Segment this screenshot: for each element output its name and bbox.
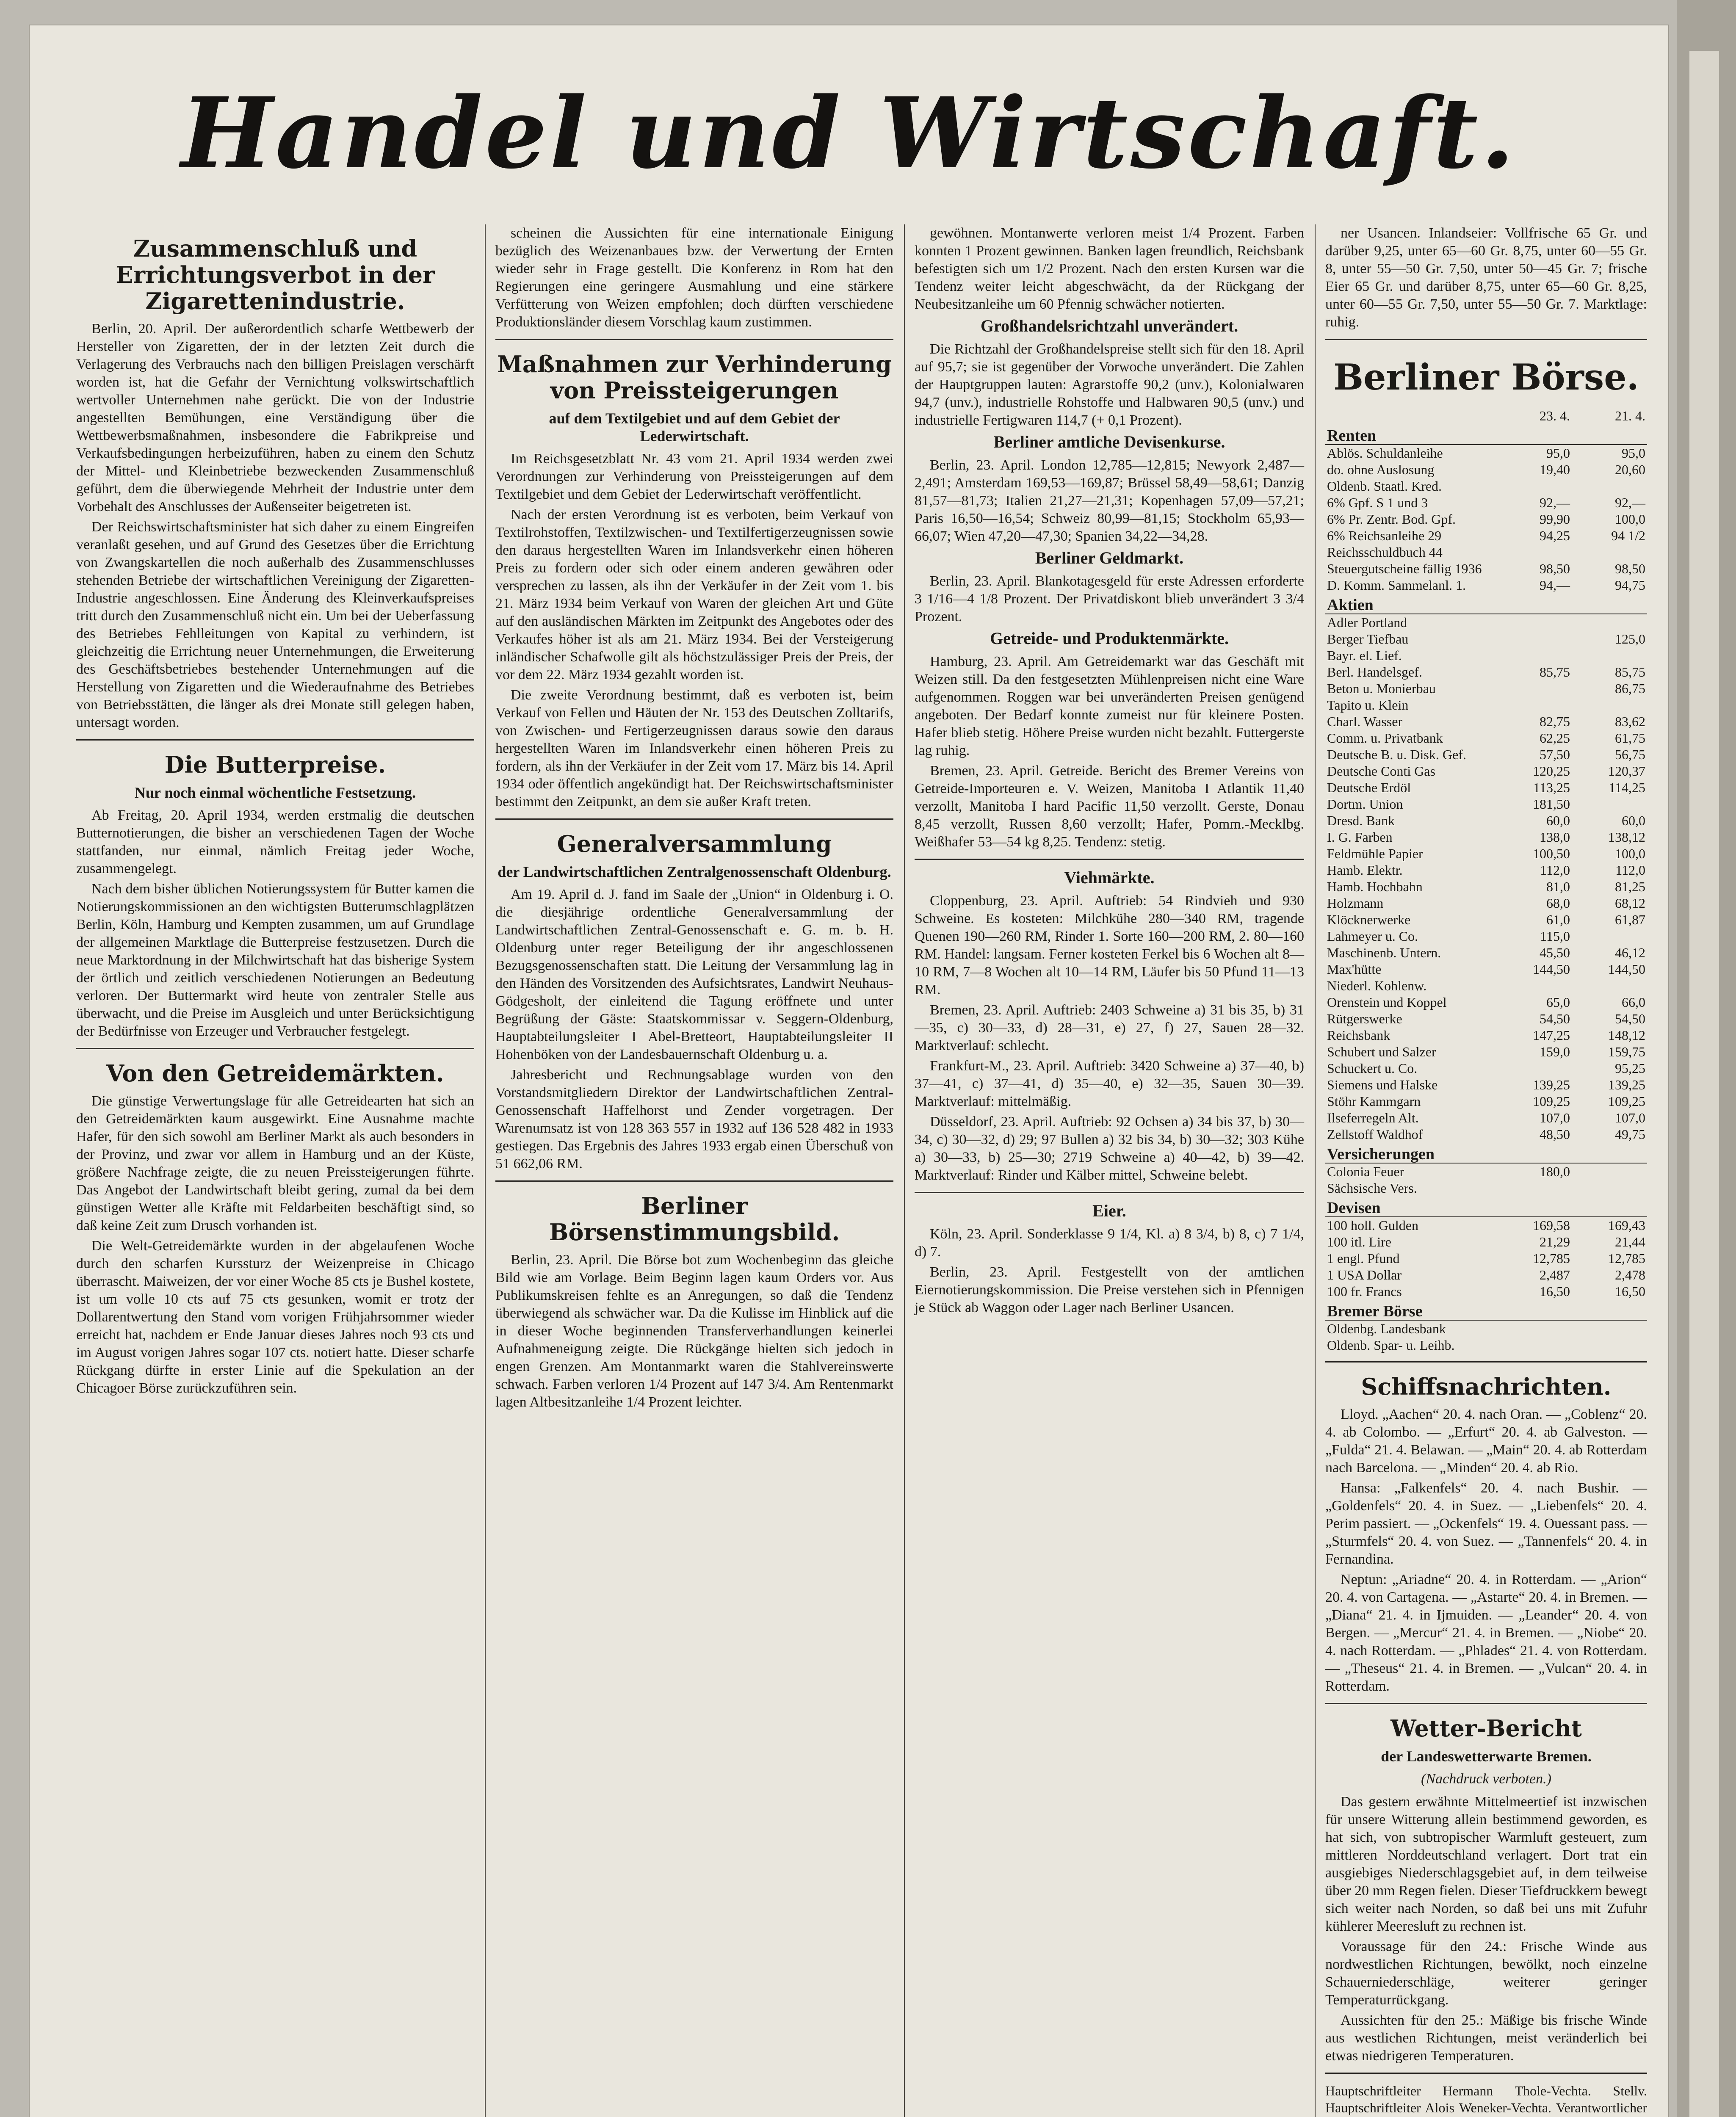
stock-price: 85,75 <box>1540 664 1570 680</box>
stock-row <box>1325 813 1647 829</box>
date-column-b: 21. 4. <box>1615 408 1645 423</box>
stock-price <box>1572 544 1647 561</box>
stock-price <box>1572 796 1647 813</box>
stock-price: 2,487 <box>1540 1267 1570 1282</box>
stock-price <box>1496 680 1572 697</box>
stock-price: 180,0 <box>1540 1164 1570 1179</box>
article-paragraph: Aussichten für den 25.: Mäßige bis frische Winde aus westlichen Richtungen, meist veränderlich bei etwas niedrigeren Temperaturen. <box>1325 2012 1647 2064</box>
stock-name: Schubert und Salzer <box>1327 1044 1436 1059</box>
stock-price <box>1496 631 1572 647</box>
stock-name: Ablös. Schuldanleihe <box>1327 445 1443 461</box>
stock-row <box>1325 1126 1647 1143</box>
article-paragraph: Im Reichsgesetzblatt Nr. 43 vom 21. April 1934 werden zwei Verordnungen zur Verhinderung von Preissteigerungen auf dem Textilgebiet und dem Gebiet der Lederwirtschaft veröffentlicht. <box>495 451 893 502</box>
stock-price: 94,75 <box>1615 578 1645 593</box>
article-title: Schiffsnachrichten. <box>1361 1373 1612 1400</box>
stock-price: 82,75 <box>1540 714 1570 729</box>
stock-price: 125,0 <box>1615 631 1645 647</box>
stock-price: 99,90 <box>1540 511 1570 527</box>
stock-price: 57,50 <box>1540 747 1570 762</box>
stock-name: Niederl. Kohlenw. <box>1327 978 1427 993</box>
stock-name: Sächsische Vers. <box>1327 1180 1417 1196</box>
stock-row <box>1325 561 1647 577</box>
article-paragraph: Ab Freitag, 20. April 1934, werden erstmalig die deutschen Butternotierungen, die bisher an verschiedenen Tagen der Woche stattfanden, nur einmal, nämlich Freitag jeder Woche, zusammengelegt. <box>76 807 474 876</box>
stock-name: Steuergutscheine fällig 1936 <box>1327 561 1482 576</box>
adjacent-page-edge <box>1677 0 1736 2117</box>
divider <box>1325 2073 1647 2074</box>
stock-row <box>1325 1267 1647 1283</box>
stock-price: 68,0 <box>1546 895 1570 911</box>
stock-name: 100 fr. Francs <box>1327 1284 1402 1299</box>
date-column-a: 23. 4. <box>1540 408 1570 423</box>
stock-price: 86,75 <box>1615 681 1645 696</box>
stock-price: 61,75 <box>1615 730 1645 746</box>
stock-price: 54,50 <box>1615 1011 1645 1026</box>
stock-name: Stöhr Kammgarn <box>1327 1094 1421 1109</box>
stock-row <box>1325 1011 1647 1027</box>
article-title: Maßnahmen zur Verhinderung von Preissteigerungen <box>497 351 892 404</box>
column-rule <box>485 224 486 2117</box>
article-subtitle: der Landwirtschaftlichen Zentralgenossenschaft Oldenburg. <box>498 863 891 880</box>
stock-name: 100 holl. Gulden <box>1327 1218 1418 1233</box>
divider <box>915 859 1304 860</box>
stock-price: 120,37 <box>1608 763 1645 779</box>
article-paragraph: Berlin, 23. April. London 12,785—12,815; Newyork 2,487—2,491; Amsterdam 169,53—169,87; Brüssel 58,49—58,61; Danzig 81,57—81,73; Italien 21,27—21,31; Kopenhagen 57,09—57,21; Paris 16,50—16,54; Schweiz 80,99—81,15; Stockholm 65,93—66,07; Wien 47,20—47,30; Spanien 34,22—34,28. <box>915 457 1304 544</box>
stock-price <box>1496 647 1572 664</box>
stock-price: 16,50 <box>1615 1284 1645 1299</box>
article-paragraph: Berlin, 20. April. Der außerordentlich scharfe Wettbewerb der Hersteller von Zigaretten, der in der letzten Zeit durch die Verlagerung des Verbrauchs nach den billigen Preislagen verschärft worden ist, hat die Gefahr der Vernichtung volkswirtschaftlich wertvoller Unternehmen nahe gerückt. Die von der Industrie angestellten Bemühungen, eine Verständigung über die Wettbewerbsmaßnahmen, insbesondere die Fabrikpreise und Verkaufsbedingungen herbeizuführen, haben zu einem den Schutz der Mittel- und Kleinbetriebe bezweckenden Zusammenschluß geführt, dem die überwiegende Mehrheit der Industrie unter dem Vorbehalt des Anschlusses der Außenseiter beigetreten ist. <box>76 321 474 514</box>
divider <box>76 1048 474 1049</box>
article-paragraph: Düsseldorf, 23. April. Auftrieb: 92 Ochsen a) 34 bis 37, b) 30—34, c) 30—32, d) 29; 97 Bullen a) 32 bis 34, b) 30—32; 303 Kühe a) 30—33, b) 25—30; 2719 Schweine a) 40—42, b) 39—42. Marktverlauf: Rinder und Kälber mittel, Schweine belebt. <box>915 1114 1304 1183</box>
stock-section-heading <box>1325 1197 1647 1217</box>
stock-row <box>1325 730 1647 746</box>
stock-price: 61,87 <box>1615 912 1645 927</box>
stock-price: 95,0 <box>1546 445 1570 461</box>
article-paragraph: Voraussage für den 24.: Frische Winde aus nordwestlichen Richtungen, bewölkt, noch einzelne Schauerniederschläge, weiterer geringer Temperaturrückgang. <box>1325 1939 1647 2008</box>
stock-row <box>1325 664 1647 680</box>
article-subtitle: Nur noch einmal wöchentliche Festsetzung. <box>134 784 416 801</box>
stock-name: Tapito u. Klein <box>1327 697 1409 713</box>
stock-price: 68,12 <box>1615 895 1645 911</box>
stock-name: Lahmeyer u. Co. <box>1327 929 1418 944</box>
stock-name: Max'hütte <box>1327 962 1382 977</box>
stock-price <box>1496 544 1572 561</box>
stock-name: Dortm. Union <box>1327 796 1403 812</box>
stock-name: Ilseferregeln Alt. <box>1327 1110 1419 1125</box>
article-subtitle: der Landeswetterwarte Bremen. <box>1381 1748 1592 1765</box>
column-2 <box>495 224 893 1414</box>
stock-price: 2,478 <box>1615 1267 1645 1282</box>
stock-row <box>1325 862 1647 879</box>
stock-name: Charl. Wasser <box>1327 714 1403 729</box>
divider <box>76 739 474 741</box>
stock-section-label: Devisen <box>1325 1197 1647 1217</box>
stock-row <box>1325 1320 1647 1337</box>
article-title: Eier. <box>1092 1201 1126 1220</box>
stock-row <box>1325 829 1647 846</box>
article-paragraph: Bremen, 23. April. Auftrieb: 2403 Schweine a) 31 bis 35, b) 31—35, c) 30—33, d) 28—31, e) 27, f) 27, Sauen 28—32. Marktverlauf: schlecht. <box>915 1002 1304 1053</box>
stock-row <box>1325 631 1647 647</box>
stock-price: 95,25 <box>1615 1061 1645 1076</box>
column-rule <box>904 224 905 2117</box>
stock-row <box>1325 614 1647 631</box>
stock-row <box>1325 846 1647 862</box>
article-paragraph: Berlin, 23. April. Festgestellt von der amtlichen Eiernotierungskommission. Die Preise verstehen sich in Pfennigen je Stück ab Waggon oder Lager nach Berliner Usancen. <box>915 1264 1304 1316</box>
divider <box>915 1192 1304 1193</box>
stock-price <box>1496 1060 1572 1077</box>
stock-price: 114,25 <box>1609 780 1645 795</box>
stock-section-label: Aktien <box>1325 594 1647 614</box>
column-1 <box>76 224 474 1400</box>
stock-name: Comm. u. Privatbank <box>1327 730 1443 746</box>
stock-price: 81,25 <box>1615 879 1645 894</box>
stock-price: 12,785 <box>1533 1251 1570 1266</box>
stock-price <box>1572 1163 1647 1180</box>
stock-name: I. G. Farben <box>1327 829 1393 845</box>
stock-name: Oldenb. Spar- u. Leihb. <box>1327 1338 1455 1353</box>
stock-name: Schuckert u. Co. <box>1327 1061 1418 1076</box>
stock-row <box>1325 1234 1647 1250</box>
divider <box>495 1180 893 1182</box>
divider <box>1325 339 1647 340</box>
stock-name: Berl. Handelsgef. <box>1327 664 1422 680</box>
stock-section-heading <box>1325 424 1647 445</box>
stock-row <box>1325 528 1647 544</box>
stock-price: 12,785 <box>1608 1251 1645 1266</box>
stock-price: 19,40 <box>1540 462 1570 477</box>
article-paragraph: Die zweite Verordnung bestimmt, daß es verboten ist, beim Verkauf von Fellen und Häuten der Nr. 153 des Deutschen Zolltarifs, von Zwischen- und Fertigerzeugnissen daraus sowie den daraus hergestellten Waren im Inlandsverkehr einen höheren Preis zu fordern, als ihn der Verkäufer in der Zeit vom 17. März bis 14. April 1934 oder öffentlich angekündigt hat. Der Reichswirtschaftsminister bestimmt den Zeitpunkt, an dem sie außer Kraft treten. <box>495 687 893 810</box>
stock-price: 109,25 <box>1533 1094 1570 1109</box>
stock-row <box>1325 713 1647 730</box>
stock-row <box>1325 1180 1647 1197</box>
stock-row <box>1325 1250 1647 1267</box>
stock-price: 138,12 <box>1608 829 1645 845</box>
stock-row <box>1325 1217 1647 1234</box>
stock-row <box>1325 912 1647 928</box>
article-paragraph: Hansa: „Falkenfels“ 20. 4. nach Bushir. — „Goldenfels“ 20. 4. in Suez. — „Liebenfels“ 20. 4. Perim passiert. — „Ockenfels“ 19. 4. Ouessant pass. — „Sturmfels“ 20. 4. von Suez. — „Tannenfels“ 20. 4. in Fernandina. <box>1325 1480 1647 1567</box>
stock-row <box>1325 746 1647 763</box>
stock-price: 60,0 <box>1622 813 1645 828</box>
stock-price: 65,0 <box>1546 995 1570 1010</box>
stock-price: 21,44 <box>1615 1234 1645 1249</box>
column-rule <box>1315 224 1316 2117</box>
stock-name: Siemens und Halske <box>1327 1077 1438 1092</box>
article-paragraph: Die Welt-Getreidemärkte wurden in der abgelaufenen Woche durch den scharfen Kurssturz der Weizenpreise in Chicago überrascht. Maiweizen, der vor einer Woche 85 cts je Bushel kostete, ist um volle 10 cts auf 75 cts gesunken, womit er trotz der Dollarentwertung den Stand vom vorigen Frühjahrsommer wieder erreicht hat, nachdem er Ende Januar dieses Jahres noch 93 cts und im August vorigen Jahres sogar 107 cts. notiert hatte. Dieser scharfe Rückgang dürfte in erster Linie auf die Spekulation an der Chicagoer Börse zurückzuführen sein. <box>76 1238 474 1396</box>
stock-price: 16,50 <box>1540 1284 1570 1299</box>
stock-price: 45,50 <box>1540 945 1570 960</box>
article-title: Berliner Börsenstimmungsbild. <box>549 1192 840 1246</box>
article-paragraph: gewöhnen. Montanwerte verloren meist 1/4 Prozent. Farben konnten 1 Prozent gewinnen. Banken lagen freundlich, Reichsbank befestigten sich um 1/2 Prozent. Nach den ersten Kursen war die Tendenz weiter leicht abgeschwächt, da der Rückgang der Neubesitzanleihe um 60 Pfennig schwächer notierten. <box>915 225 1304 312</box>
stock-price: 100,0 <box>1615 846 1645 861</box>
article-paragraph: Jahresbericht und Rechnungsablage wurden von den Vorstandsmitgliedern Direktor der Landwirtschaftlichen Zentral-Genossenschaft Haffelhorst und Zender vorgetragen. Der Warenumsatz ist von 128 363 557 in 1932 auf 136 528 482 in 1933 gestiegen. Das Ergebnis des Jahres 1933 ergab einen Überschuß von 51 662,06 RM. <box>495 1067 893 1172</box>
stock-price: 147,25 <box>1533 1028 1570 1043</box>
stock-row <box>1325 462 1647 478</box>
stock-price: 60,0 <box>1546 813 1570 828</box>
stock-price: 20,60 <box>1615 462 1645 477</box>
stock-price: 66,0 <box>1622 995 1645 1010</box>
stock-row <box>1325 961 1647 978</box>
stock-price: 115,0 <box>1540 929 1570 944</box>
stock-price: 169,58 <box>1533 1218 1570 1233</box>
stock-price: 92,— <box>1540 495 1570 510</box>
stock-price: 85,75 <box>1615 664 1645 680</box>
stock-name: Dresd. Bank <box>1327 813 1395 828</box>
stock-row <box>1325 1110 1647 1126</box>
stock-price <box>1572 1180 1647 1197</box>
stock-name: Oldenb. Staatl. Kred. <box>1327 478 1442 494</box>
stock-price <box>1496 1180 1572 1197</box>
stock-row <box>1325 647 1647 664</box>
stock-price <box>1572 614 1647 631</box>
stock-row <box>1325 478 1647 495</box>
stock-name: Oldenbg. Landesbank <box>1327 1321 1446 1336</box>
stock-row <box>1325 928 1647 945</box>
stock-row <box>1325 1027 1647 1044</box>
stock-row <box>1325 796 1647 813</box>
stock-name: Zellstoff Waldhof <box>1327 1127 1423 1142</box>
stock-name: Deutsche Conti Gas <box>1327 763 1435 779</box>
stock-price: 56,75 <box>1615 747 1645 762</box>
stock-row <box>1325 1093 1647 1110</box>
stock-row <box>1325 1337 1647 1354</box>
article-paragraph: Nach dem bisher üblichen Notierungssystem für Butter kamen die Notierungskommissionen an den wichtigsten Butterumschlagplätzen Berlin, Köln, Hamburg und Kempten zusammen, um auf Grundlage der allgemeinen Marktlage die Butterpreise festzusetzen. Durch die neue Marktordnung in der Milchwirtschaft hat das bisherige System der örtlich und zeitlich verschiedenen Notierungen an Bedeutung verloren. Der Buttermarkt wird heute von zentraler Stelle aus überwacht, und die Preise im Ausgleich und unter Berücksichtigung der Bedürfnisse von Erzeuger und Verbraucher festgelegt. <box>76 881 474 1039</box>
stock-section-heading <box>1325 1300 1647 1320</box>
stock-name: do. ohne Auslosung <box>1327 462 1435 477</box>
article-paragraph: scheinen die Aussichten für eine internationale Einigung bezüglich des Weizenanbaues bzw. der Verwertung der Ernten wieder sehr in Frage gestellt. Die Konferenz in Rom hat den Regierungen eine geringere Ausmahlung und eine stärkere Verfütterung von Weizen empfohlen; doch dürften verschiedene Produktionsländer diesem Vorschlag kaum zustimmen. <box>495 225 893 330</box>
article-title: Großhandelsrichtzahl unverändert. <box>980 316 1238 335</box>
newspaper-page <box>30 25 1668 2117</box>
stock-price: 148,12 <box>1608 1028 1645 1043</box>
article-paragraph: ner Usancen. Inlandseier: Vollfrische 65 Gr. und darüber 9,25, unter 65—60 Gr. 8,75, unter 60—55 Gr. 8, unter 55—50 Gr. 7,50, unter 50—45 Gr. 7; frische Eier 65 Gr. und darüber 8,75, unter 65—60 Gr. 8,25, unter 60—55 Gr. 7,50, unter 55—50 Gr. 7. Marktlage: ruhig. <box>1325 225 1647 330</box>
stock-price <box>1496 978 1572 994</box>
article-paragraph: Lloyd. „Aachen“ 20. 4. nach Oran. — „Coblenz“ 20. 4. ab Colombo. — „Erfurt“ 20. 4. ab Galveston. — „Fulda“ 21. 4. Belawan. — „Main“ 20. 4. ab Rotterdam nach Barcelona. — „Minden“ 20. 4. ab Rio. <box>1325 1407 1647 1476</box>
divider <box>1325 1703 1647 1704</box>
stock-name: Deutsche Erdöl <box>1327 780 1411 795</box>
stock-price: 159,0 <box>1540 1044 1570 1059</box>
article-title: Generalversammlung <box>557 830 832 857</box>
stock-price: 120,25 <box>1533 763 1570 779</box>
stock-row <box>1325 1283 1647 1300</box>
stock-name: Reichsschuldbuch 44 <box>1327 544 1443 560</box>
adjacent-page-strip <box>1689 51 1719 2117</box>
stock-row <box>1325 544 1647 561</box>
stock-section-heading <box>1325 1143 1647 1163</box>
stock-name: Colonia Feuer <box>1327 1164 1404 1179</box>
stock-row <box>1325 945 1647 961</box>
stock-name: Hamb. Hochbahn <box>1327 879 1423 894</box>
article-title: Zusammenschluß und Errichtungsverbot in der Zigarettenindustrie. <box>116 235 435 315</box>
stock-price: 144,50 <box>1608 962 1645 977</box>
stock-name: Beton u. Monierbau <box>1327 681 1436 696</box>
stock-section-label: Bremer Börse <box>1325 1300 1647 1320</box>
article-paragraph: Nach der ersten Verordnung ist es verboten, beim Verkauf von Textilrohstoffen, Textilzwischen- und Textilfertigerzeugnissen sowie den daraus hergestellten Waren im Inlandsverkehr einen höheren Preis zu fordern oder sich oder einem anderen gewähren oder versprechen zu lassen, als ihn der Verkäufer in der Zeit vom 1. bis 21. März 1934 beim Verkauf von Waren der gleichen Art und Güte auf den ausländischen Märkten im Zeitpunkt des Angebotes oder des Verkaufes höher ist als am 21. März 1934. Bei der Versteigerung inländischer Schafwolle gilt als höchstzulässiger Preis der Preis, der vor dem 22. März 1934 gezahlt worden ist. <box>495 507 893 683</box>
stock-row <box>1325 779 1647 796</box>
section-masthead: Handel und Wirtschaft. <box>181 76 1517 191</box>
article-paragraph: Frankfurt-M., 23. April. Auftrieb: 3420 Schweine a) 37—40, b) 37—41, c) 37—41, d) 35—40, e) 32—35, Sauen 30—39. Marktverlauf: mittelmäßig. <box>915 1058 1304 1109</box>
stock-section-label: Versicherungen <box>1325 1143 1647 1163</box>
stock-name: Bayr. el. Lief. <box>1327 648 1402 663</box>
article-paragraph: Die günstige Verwertungslage für alle Getreidearten hat sich an den Getreidemärkten kaum ausgewirkt. Eine Ausnahme machte Hafer, für den sich sowohl am Berliner Markt als auch besonders in der Provinz, und zwar vor allem in Hamburg und an der Küste, größere Nachfrage zeigte, die zu neuen Preissteigerungen führte. Das Angebot der Landwirtschaft bleibt gering, zumal da bei dem günstigen Wetter alle Kräfte mit Feldarbeiten beschäftigt sind, so daß keine Zeit zum Drusch vorhanden ist. <box>76 1093 474 1233</box>
stock-price: 138,0 <box>1540 829 1570 845</box>
stock-price <box>1572 697 1647 713</box>
stock-price: 94 1/2 <box>1611 528 1645 543</box>
stock-price: 107,0 <box>1540 1110 1570 1125</box>
stock-price: 94,— <box>1540 578 1570 593</box>
stock-price: 98,50 <box>1540 561 1570 576</box>
stock-price: 169,43 <box>1608 1218 1645 1233</box>
stock-price: 100,0 <box>1615 511 1645 527</box>
stock-price: 113,25 <box>1533 780 1570 795</box>
column-3 <box>915 224 1304 1319</box>
divider <box>495 818 893 820</box>
imprint: Hauptschriftleiter Hermann Thole-Vechta. Stellv. Hauptschriftleiter Alois Weneker-Vechta. Verantwortlicher <box>1325 2083 1647 2115</box>
article-paragraph: Am 19. April d. J. fand im Saale der „Union“ in Oldenburg i. O. die diesjährige ordentliche Generalversammlung der Landwirtschaftlichen Zentral-Genossenschaft e. G. m. b. H. Oldenburg unter reger Beteiligung der ihr angeschlossenen Bezugsgenossenschaften statt. Die Leitung der Versammlung lag in den Händen des Vorsitzenden des Aufsichtsrates, Landwirt Neuhaus-Gödgesholt, der einleitend die Tagung eröffnete und unter Begrüßung der Gäste: Staatskommissar v. Seggern-Oldenburg, Hauptabteilungsleiter I Abel-Bretteort, Hauptabteilungsleiter II Hohenböken von der Landesbauernschaft Oldenburg u. a. <box>495 887 893 1062</box>
stock-name: Feldmühle Papier <box>1327 846 1423 861</box>
stock-price <box>1572 928 1647 945</box>
stock-price: 139,25 <box>1533 1077 1570 1092</box>
stock-row <box>1325 511 1647 528</box>
stock-row <box>1325 577 1647 594</box>
stock-name: 6% Pr. Zentr. Bod. Gpf. <box>1327 511 1456 527</box>
stock-section-label: Renten <box>1325 424 1647 445</box>
stock-row <box>1325 978 1647 994</box>
article-paragraph: Berlin, 23. April. Die Börse bot zum Wochenbeginn das gleiche Bild wie am Vorlage. Beim Beginn lagen kaum Orders vor. Aus Publikumskreisen fehlte es an Anregungen, so daß die Tendenz überwiegend als schwächer war. Da die Kulisse im Hinblick auf die in dieser Woche beginnenden Transferverhandlungen keinerlei Aufnahmeneigung zeigte. Die Rückgänge hielten sich jedoch in engen Grenzen. Am Montanmarkt waren die Stahlvereinswerte schwach. Farben verloren 1/4 Prozent auf 147 3/4. Am Rentenmarkt lagen Altbesitzanleihe 1/4 Prozent leichter. <box>495 1252 893 1410</box>
stock-row <box>1325 1077 1647 1093</box>
stock-row <box>1325 1044 1647 1060</box>
stock-price <box>1496 478 1572 495</box>
stock-price: 54,50 <box>1540 1011 1570 1026</box>
stock-price: 81,0 <box>1546 879 1570 894</box>
article-title: Viehmärkte. <box>1064 868 1155 887</box>
stock-price: 21,29 <box>1540 1234 1570 1249</box>
divider <box>495 339 893 340</box>
stock-name: Rütgerswerke <box>1327 1011 1402 1026</box>
article-paragraph: Köln, 23. April. Sonderklasse 9 1/4, Kl. a) 8 3/4, b) 8, c) 7 1/4, d) 7. <box>915 1226 1304 1260</box>
stock-price: 94,25 <box>1540 528 1570 543</box>
stock-row <box>1325 879 1647 895</box>
article-paragraph: Hamburg, 23. April. Am Getreidemarkt war das Geschäft mit Weizen still. Da den festgesetzten Mühlenpreisen nicht eine Ware aufgenommen. Roggen war bei unveränderten Preisen genügend angeboten. Der Bedarf konnte zumeist nur für kleinere Posten. Hafer blieb stetig. Höhere Preise wurden nicht bezahlt. Futtergerste lag ruhig. <box>915 654 1304 758</box>
stock-exchange-title: Berliner Börse. <box>1333 356 1639 398</box>
stock-price <box>1496 697 1572 713</box>
stock-price: 83,62 <box>1615 714 1645 729</box>
stock-name: 6% Gpf. S 1 und 3 <box>1327 495 1428 510</box>
article-title: Von den Getreidemärkten. <box>106 1060 444 1087</box>
stock-name: Adler Portland <box>1327 615 1407 630</box>
stock-price: 49,75 <box>1615 1127 1645 1142</box>
article-title: Die Butterpreise. <box>164 751 386 778</box>
stock-price <box>1496 1337 1572 1354</box>
article-title: Wetter-Bericht <box>1390 1715 1582 1742</box>
article-paragraph: Bremen, 23. April. Getreide. Bericht des Bremer Vereins von Getreide-Importeuren e. V. Weizen, Manitoba I Atlantik 11,40 verzollt, Manitoba I hard Pacific 11,50 verzollt. Gerste, Donau 8,45 verzollt, Russen 8,60 verzollt; Hafer, Pomm.-Mecklbg. Weißhafer 53—54 kg 8,25. Tendenz: stetig. <box>915 763 1304 850</box>
article-paragraph: Berlin, 23. April. Blankotagesgeld für erste Adressen erforderte 3 1/16—4 1/8 Prozent. Der Privatdiskont blieb unverändert 3 3/4 Prozent. <box>915 573 1304 625</box>
stock-row <box>1325 445 1647 462</box>
article-paragraph: Cloppenburg, 23. April. Auftrieb: 54 Rindvieh und 930 Schweine. Es kosteten: Milchkühe 280—340 RM, tragende Quenen 190—260 RM, Rinder 1. Sorte 160—200 RM, 2. 80—160 RM. Handel: langsam. Ferner kosteten Ferkel bis 6 Wochen alt 8—10 RM, 7—8 Wochen alt 10—14 RM, Läufer bis 50 Pfund 11—13 RM. <box>915 893 1304 998</box>
stock-price <box>1572 647 1647 664</box>
stock-price: 144,50 <box>1533 962 1570 977</box>
stock-row <box>1325 895 1647 912</box>
stock-name: Berger Tiefbau <box>1327 631 1409 647</box>
stock-price: 48,50 <box>1540 1127 1570 1142</box>
stock-price: 112,0 <box>1540 862 1570 878</box>
article-subtitle: auf dem Textilgebiet und auf dem Gebiet der Lederwirtschaft. <box>549 410 840 445</box>
stock-price: 109,25 <box>1608 1094 1645 1109</box>
article-paragraph: Die Richtzahl der Großhandelspreise stellt sich für den 18. April auf 95,7; sie ist gegenüber der Vorwoche unverändert. Die Zahlen der Hauptgruppen lauten: Agrarstoffe 90,2 (unv.), Kolonialwaren 94,7 (unv.), industrielle Rohstoffe und Halbwaren 90,5 (unv.) und industrielle Fertigwaren 114,7 (+ 0,1 Prozent). <box>915 341 1304 428</box>
stock-name: Deutsche B. u. Disk. Gef. <box>1327 747 1466 762</box>
reprint-note: (Nachdruck verboten.) <box>1421 1771 1551 1787</box>
stock-name: Klöcknerwerke <box>1327 912 1411 927</box>
stock-price: 112,0 <box>1615 862 1645 878</box>
stock-price: 100,50 <box>1533 846 1570 861</box>
stock-price: 46,12 <box>1615 945 1645 960</box>
stock-price: 61,0 <box>1546 912 1570 927</box>
article-paragraph: Neptun: „Ariadne“ 20. 4. in Rotterdam. — „Arion“ 20. 4. von Cartagena. — „Astarte“ 20. 4. in Bremen. — „Diana“ 21. 4. in Ijmuiden. — „Leander“ 20. 4. von Bergen. — „Mercur“ 21. 4. in Bremen. — „Niobe“ 20. 4. nach Rotterdam. — „Phlades“ 21. 4. von Rotterdam. — „Theseus“ 21. 4. in Bremen. — „Vulcan“ 20. 4. in Rotterdam. <box>1325 1572 1647 1694</box>
stock-name: Hamb. Elektr. <box>1327 862 1403 878</box>
stock-price: 139,25 <box>1608 1077 1645 1092</box>
stock-price: 98,50 <box>1615 561 1645 576</box>
stock-price <box>1496 614 1572 631</box>
article-paragraph: Der Reichswirtschaftsminister hat sich daher zu einem Eingreifen veranlaßt gesehen, und auf Grund des Gesetzes über die Errichtung von Zwangskartellen die noch außerhalb des Zusammenschlusses stehenden Betriebe der wirtschaftlichen Vereinigung der Zigaretten-Industrie angeschlossen. Eine Änderung des Kleinverkaufspreises tritt durch den Zusammenschluß nicht ein. Um bei der Ueberfassung des Betriebes Fehlleitungen von Kapital zu verhindern, ist gleichzeitig die Errichtung neuer Unternehmungen, die Erweiterung des Geschäftsbetriebes bestehender Unternehmungen auf die Herstellung von Zigaretten und die Wiederaufnahme des Betriebes von Betriebsstätten, die länger als drei Monate still gelegen haben, untersagt worden. <box>76 519 474 730</box>
stock-price: 159,75 <box>1608 1044 1645 1059</box>
stock-name: Orenstein und Koppel <box>1327 995 1447 1010</box>
stock-price <box>1496 1320 1572 1337</box>
stock-name: 100 itl. Lire <box>1327 1234 1391 1249</box>
stock-price <box>1572 1320 1647 1337</box>
stock-price: 107,0 <box>1615 1110 1645 1125</box>
stock-row <box>1325 763 1647 779</box>
stock-section-heading <box>1325 594 1647 614</box>
stock-price: 95,0 <box>1622 445 1645 461</box>
stock-price: 181,50 <box>1533 796 1570 812</box>
stock-name: Reichsbank <box>1327 1028 1390 1043</box>
stock-price <box>1572 978 1647 994</box>
stock-row <box>1325 495 1647 511</box>
stock-row <box>1325 1060 1647 1077</box>
stock-name: Holzmann <box>1327 895 1384 911</box>
stock-name: 1 engl. Pfund <box>1327 1251 1400 1266</box>
stock-name: D. Komm. Sammelanl. 1. <box>1327 578 1466 593</box>
stock-price <box>1572 478 1647 495</box>
article-title: Berliner amtliche Devisenkurse. <box>993 432 1225 451</box>
stock-name: Maschinenb. Untern. <box>1327 945 1441 960</box>
stock-table <box>1325 408 1647 1354</box>
stock-row <box>1325 680 1647 697</box>
article-paragraph: Das gestern erwähnte Mittelmeertief ist inzwischen für unsere Witterung allein bestimmend geworden, es hat sich, von subtropischer Warmluft gesteuert, zum mittleren Norddeutschland verlagert. Dort trat ein ausgiebiges Niederschlagsgebiet auf, in dem teilweise über 20 mm Regen fielen. Dieser Tiefdruckkern bewegt sich weiter nach Norden, so daß bei uns mit Zufuhr kühlerer Meeresluft zu rechnen ist. <box>1325 1794 1647 1934</box>
stock-row <box>1325 994 1647 1011</box>
article-title: Getreide- und Produktenmärkte. <box>990 629 1229 648</box>
article-title: Berliner Geldmarkt. <box>1035 548 1184 567</box>
column-4 <box>1325 224 1647 2117</box>
stock-row <box>1325 1163 1647 1180</box>
divider <box>1325 1361 1647 1363</box>
stock-table-header <box>1325 408 1647 424</box>
stock-price <box>1572 1337 1647 1354</box>
stock-name: 6% Reichsanleihe 29 <box>1327 528 1442 543</box>
stock-name: 1 USA Dollar <box>1327 1267 1402 1282</box>
stock-row <box>1325 697 1647 713</box>
stock-price: 62,25 <box>1540 730 1570 746</box>
stock-price: 92,— <box>1615 495 1645 510</box>
